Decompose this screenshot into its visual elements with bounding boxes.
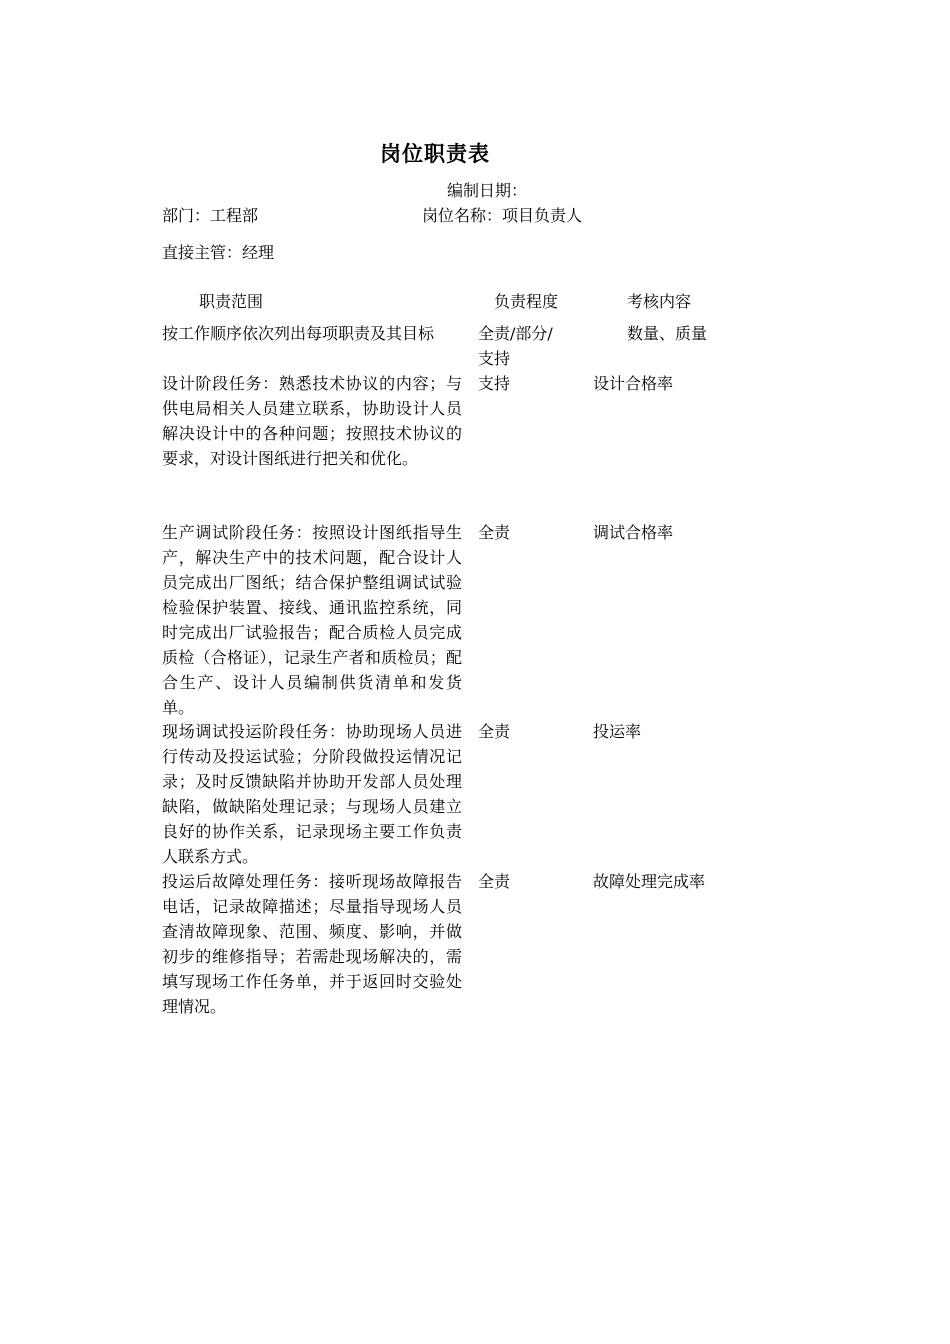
date-label: 编制日期：	[447, 181, 528, 200]
position-field: 岗位名称：项目负责人	[422, 206, 583, 225]
row-assessment: 故障处理完成率	[593, 872, 706, 891]
supervisor-field: 直接主管：经理	[162, 243, 275, 262]
row-assessment: 设计合格率	[593, 374, 674, 393]
subheader-scope: 按工作顺序依次列出每项职责及其目标	[162, 324, 435, 343]
row-degree: 全责	[478, 872, 511, 891]
header-assessment: 考核内容	[627, 292, 692, 311]
row-scope: 生产调试阶段任务：按照设计图纸指导生产，解决生产中的技术问题，配合设计人员完成出厂图纸；结合保护整组调试试验检验保护装置、接线、通讯监控系统，同时完成出厂试验报告；配合质检人员完成质检（合格证），记录生产者和质检员；配合生产、设计人员编制供货清单和发货单。	[162, 523, 462, 717]
header-degree: 负责程度	[494, 292, 559, 311]
row-degree: 支持	[478, 374, 511, 393]
row-degree: 全责	[478, 523, 511, 542]
row-scope: 设计阶段任务：熟悉技术协议的内容；与供电局相关人员建立联系，协助设计人员解决设计中的各种问题；按照技术协议的要求，对设计图纸进行把关和优化。	[162, 374, 462, 468]
header-scope: 职责范围	[199, 292, 264, 311]
row-scope: 投运后故障处理任务：接听现场故障报告电话，记录故障描述；尽量指导现场人员查清故障现象、范围、频度、影响，并做初步的维修指导；若需赴现场解决的，需填写现场工作任务单，并于返回时交验处理情况。	[162, 872, 462, 1016]
row-assessment: 投运率	[593, 722, 642, 741]
department-field: 部门：工程部	[162, 206, 259, 225]
row-degree: 全责	[478, 722, 511, 741]
row-scope: 现场调试投运阶段任务：协助现场人员进行传动及投运试验；分阶段做投运情况记录；及时反馈缺陷并协助开发部人员处理缺陷，做缺陷处理记录；与现场人员建立良好的协作关系，记录现场主要工作负责人联系方式。	[162, 722, 462, 866]
row-assessment: 调试合格率	[593, 523, 674, 542]
document-title: 岗位职责表	[380, 141, 490, 166]
subheader-degree: 全责/部分/支持	[478, 324, 553, 368]
subheader-assessment: 数量、质量	[627, 324, 708, 343]
